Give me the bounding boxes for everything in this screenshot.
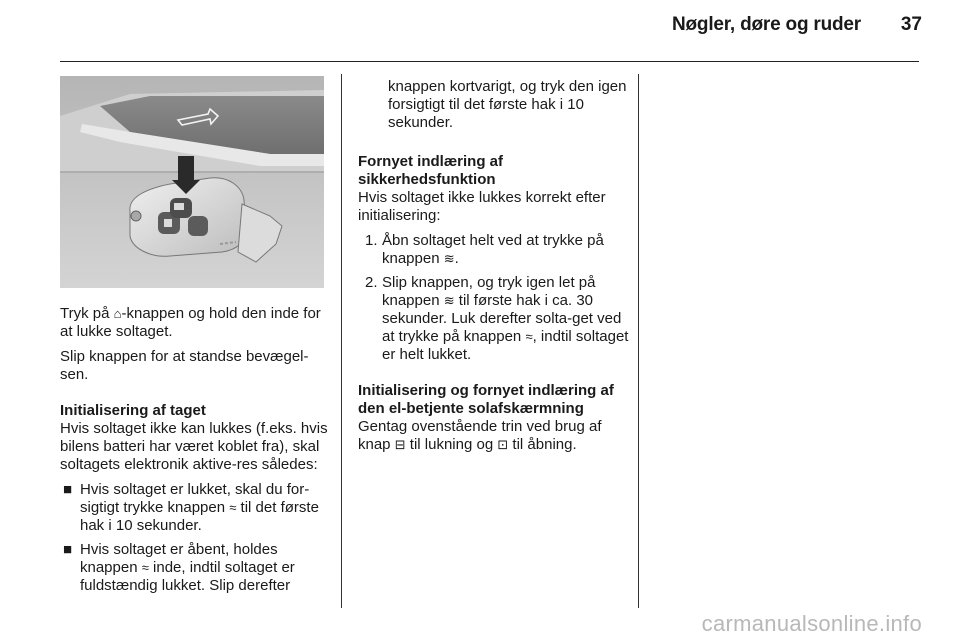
item-number: 2. (365, 274, 378, 291)
item-number: 1. (365, 232, 378, 249)
bullet-marker: ■ (63, 541, 73, 558)
text: Hvis soltaget er lukket, skal du for-sigtigt trykke knappen (80, 481, 310, 516)
middle-column (358, 78, 630, 454)
page-number: 37 (900, 14, 922, 35)
bullet-marker: ■ (63, 481, 73, 498)
left-column (60, 305, 332, 601)
section-heading: den el-betjente solafskærmning (358, 400, 584, 417)
text: til det første hak i 10 sekunder. (80, 499, 319, 534)
text: til åbning. (508, 436, 577, 453)
section-heading: Fornyet indlæring af (358, 153, 504, 170)
sunroof-key-illustration (60, 76, 324, 288)
section-heading: Initialisering af taget (60, 402, 206, 419)
watermark: carmanualsonline.info (701, 611, 922, 636)
text: Hvis soltaget er åbent, holdes knappen (80, 541, 278, 576)
text: inde, indtil soltaget er fuldstændig lukket. Slip derefter (80, 559, 295, 594)
section-heading: Initialisering og fornyet indlæring af (358, 382, 614, 399)
roof-open-icon: ≋ (443, 251, 455, 266)
text: til første hak i ca. 30 sekunder. Luk derefter solta-get ved at trykke på knappen (382, 292, 622, 345)
roof-icon: ⌂ (113, 306, 122, 321)
paragraph (60, 305, 332, 341)
roof-close-icon: ≈ (229, 500, 237, 515)
text: Åbn soltaget helt ved at trykke på knappen (382, 232, 604, 267)
roof-close-icon: ≈ (141, 560, 149, 575)
bullet-item (60, 541, 332, 595)
sunshade-close-icon: ⊟ (394, 437, 406, 452)
column-divider (638, 74, 639, 608)
roof-open-icon: ≋ (443, 293, 455, 308)
text: Tryk på (60, 305, 114, 322)
paragraph (358, 418, 630, 454)
bullet-item (60, 481, 332, 535)
paragraph: Hvis soltaget ikke lukkes korrekt efter initialisering: (358, 189, 606, 224)
sunshade-open-icon: ⊡ (497, 437, 509, 452)
text: Slip knappen, og tryk igen let på knappen (382, 274, 596, 309)
header-rule (60, 61, 919, 62)
column-divider (341, 74, 342, 608)
paragraph: Slip knappen for at standse bevægel-sen. (60, 348, 309, 383)
text: Gentag ovenstående trin ved brug af knap (358, 418, 602, 453)
paragraph: Hvis soltaget ikke kan lukkes (f.eks. hvis bilens batteri har været koblet fra), skal soltagets elektronik aktive-res således: (60, 420, 328, 473)
section-heading: sikkerhedsfunktion (358, 171, 496, 188)
numbered-item (358, 232, 630, 268)
numbered-item (358, 274, 630, 364)
text: til lukning og (405, 436, 498, 453)
text: , indtil soltaget er helt lukket. (382, 328, 629, 363)
roof-close-icon: ≈ (525, 329, 533, 344)
text: -knappen og hold den inde for at lukke soltaget. (60, 305, 321, 340)
text: . (454, 250, 459, 267)
continued-text: knappen kortvarigt, og tryk den igen forsigtigt til det første hak i 10 sekunder. (388, 78, 627, 131)
page-header-title: Nøgler, døre og ruder (672, 14, 861, 35)
